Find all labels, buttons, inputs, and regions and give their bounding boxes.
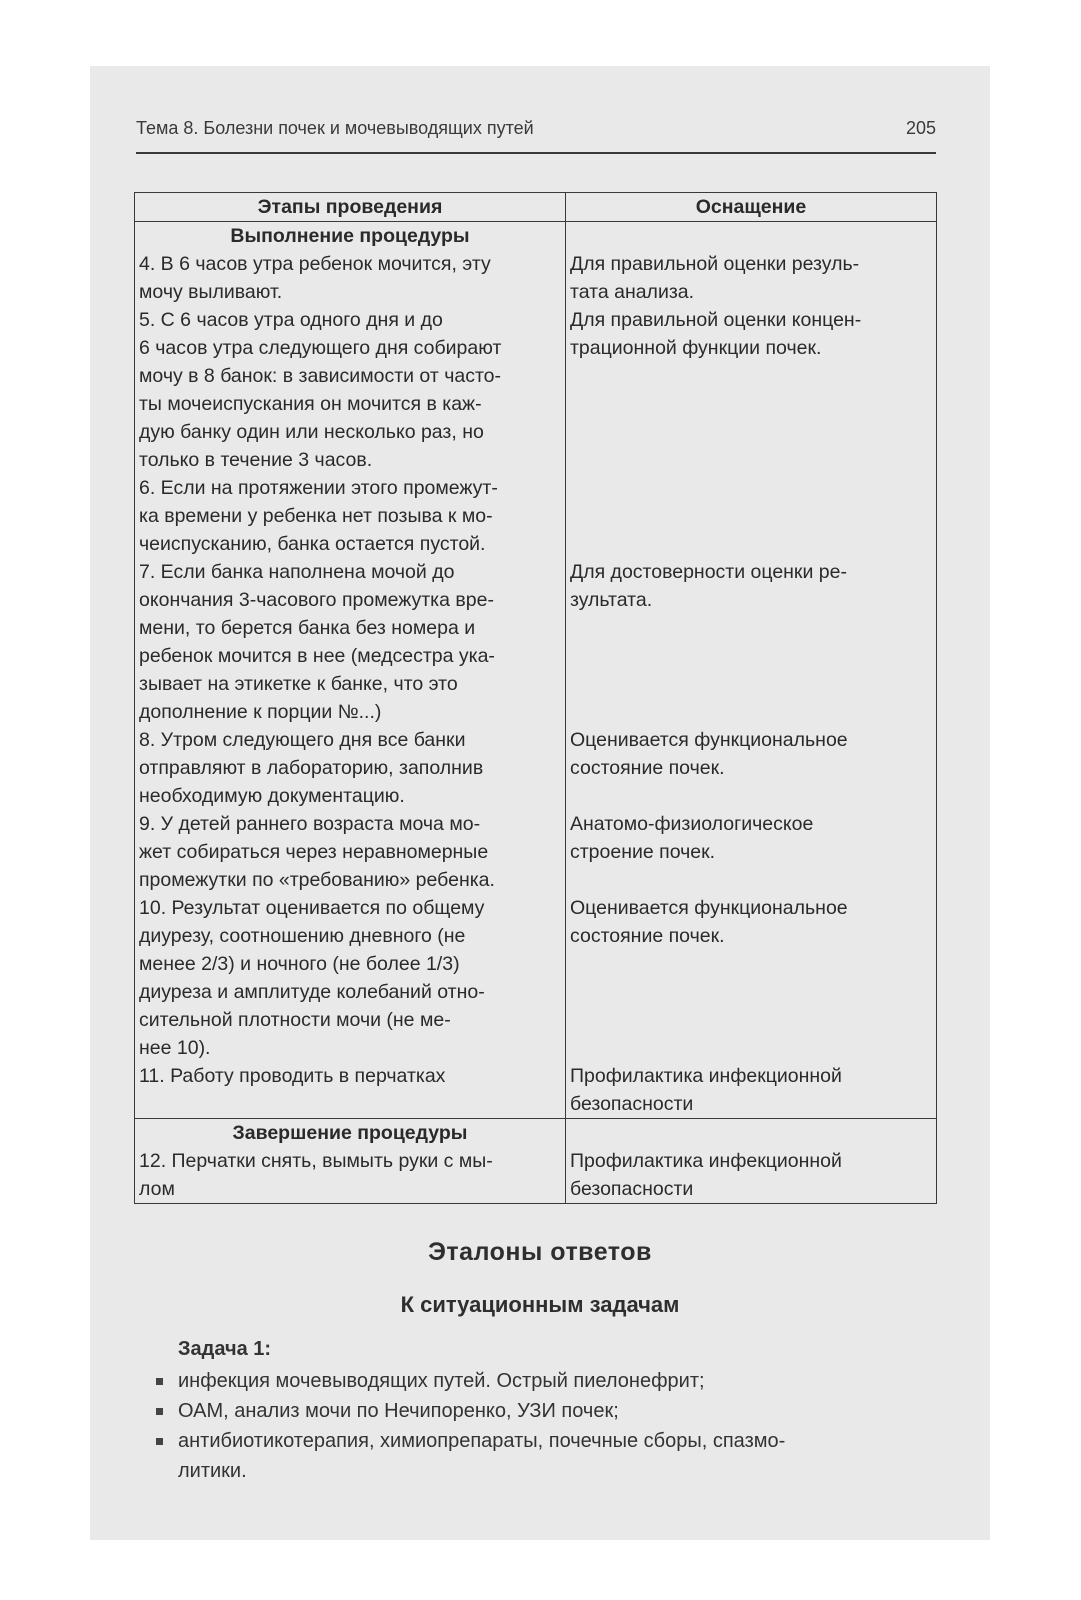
- running-head-title: Тема 8. Болезни почек и мочевыводящих путей: [136, 118, 534, 138]
- equipment-cell: Для правильной оценки концен- трационной функции почек.: [566, 306, 937, 474]
- column-header-steps: Этапы проведения: [135, 193, 566, 222]
- equipment-cell: Оценивается функциональное состояние почек.: [566, 726, 937, 810]
- step-cell: 6. Если на протяжении этого промежут- ка времени у ребенка нет позыва к мо- чеиспусканию, банка остается пустой.: [135, 474, 566, 558]
- equipment-cell: Оценивается функциональное состояние почек.: [566, 894, 937, 1062]
- task-label: Задача 1:: [178, 1338, 272, 1360]
- table-row: [135, 894, 937, 1062]
- step-cell: 5. С 6 часов утра одного дня и до 6 часов утра следующего дня собирают мочу в 8 банок: в зависимости от часто- ты мочеиспускания он мочится в каж- дую банку один или несколько раз, но только в течение 3 часов.: [135, 306, 566, 474]
- running-head: [136, 118, 936, 139]
- table-row: [135, 250, 937, 306]
- step-cell: 8. Утром следующего дня все банки отправляют в лабораторию, заполнив необходимую документацию.: [135, 726, 566, 810]
- equipment-cell: Профилактика инфекционной безопасности: [566, 1062, 937, 1119]
- table-row: [135, 474, 937, 558]
- column-header-equipment: Оснащение: [566, 193, 937, 222]
- section-row-execution: [135, 222, 937, 251]
- section-row-completion: [135, 1119, 937, 1148]
- step-cell: 10. Результат оценивается по общему диурезу, соотношению дневного (не менее 2/3) и ночного (не более 1/3) диуреза и амплитуде колебаний отно- сительной плотности мочи (не ме- нее 10).: [135, 894, 566, 1062]
- answer-list: [150, 1366, 920, 1486]
- step-cell: 4. В 6 часов утра ребенок мочится, эту мочу выливают.: [135, 250, 566, 306]
- table-row: [135, 810, 937, 894]
- step-cell: 11. Работу проводить в перчатках: [135, 1062, 566, 1119]
- section-heading-execution: Выполнение процедуры: [135, 222, 566, 251]
- header-rule: [136, 152, 936, 154]
- equipment-cell: Профилактика инфекционной безопасности: [566, 1147, 937, 1204]
- step-cell: 12. Перчатки снять, вымыть руки с мы- лом: [135, 1147, 566, 1204]
- list-item: инфекция мочевыводящих путей. Острый пиелонефрит;: [150, 1366, 920, 1396]
- section-heading-completion: Завершение процедуры: [135, 1119, 566, 1148]
- table-row: [135, 1062, 937, 1119]
- equipment-cell: Для достоверности оценки ре- зультата.: [566, 558, 937, 726]
- section-heading-empty: [566, 222, 937, 251]
- equipment-cell: [566, 474, 937, 558]
- table-header-row: [135, 193, 937, 222]
- section-title: Эталоны ответов: [428, 1238, 652, 1266]
- table-row: [135, 306, 937, 474]
- section-subtitle: К ситуационным задачам: [400, 1292, 680, 1317]
- step-cell: 7. Если банка наполнена мочой до окончания 3-часового промежутка вре- мени, то берется банка без номера и ребенок мочится в нее (медсестра ука- зывает на этикетке к банке, что это дополнение к порции №...): [135, 558, 566, 726]
- procedure-table: [134, 192, 937, 1204]
- page-number: 205: [905, 118, 936, 138]
- section-heading-empty: [566, 1119, 937, 1148]
- list-item: ОАМ, анализ мочи по Нечипоренко, УЗИ почек;: [150, 1396, 920, 1426]
- table-row: [135, 1147, 937, 1204]
- equipment-cell: Для правильной оценки резуль- тата анализа.: [566, 250, 937, 306]
- list-item: антибиотикотерапия, химиопрепараты, почечные сборы, спазмо- литики.: [150, 1426, 920, 1486]
- table-row: [135, 726, 937, 810]
- equipment-cell: Анатомо-физиологическое строение почек.: [566, 810, 937, 894]
- table-row: [135, 558, 937, 726]
- book-page: [90, 66, 990, 1540]
- step-cell: 9. У детей раннего возраста моча мо- жет собираться через неравномерные промежутки по «требованию» ребенка.: [135, 810, 566, 894]
